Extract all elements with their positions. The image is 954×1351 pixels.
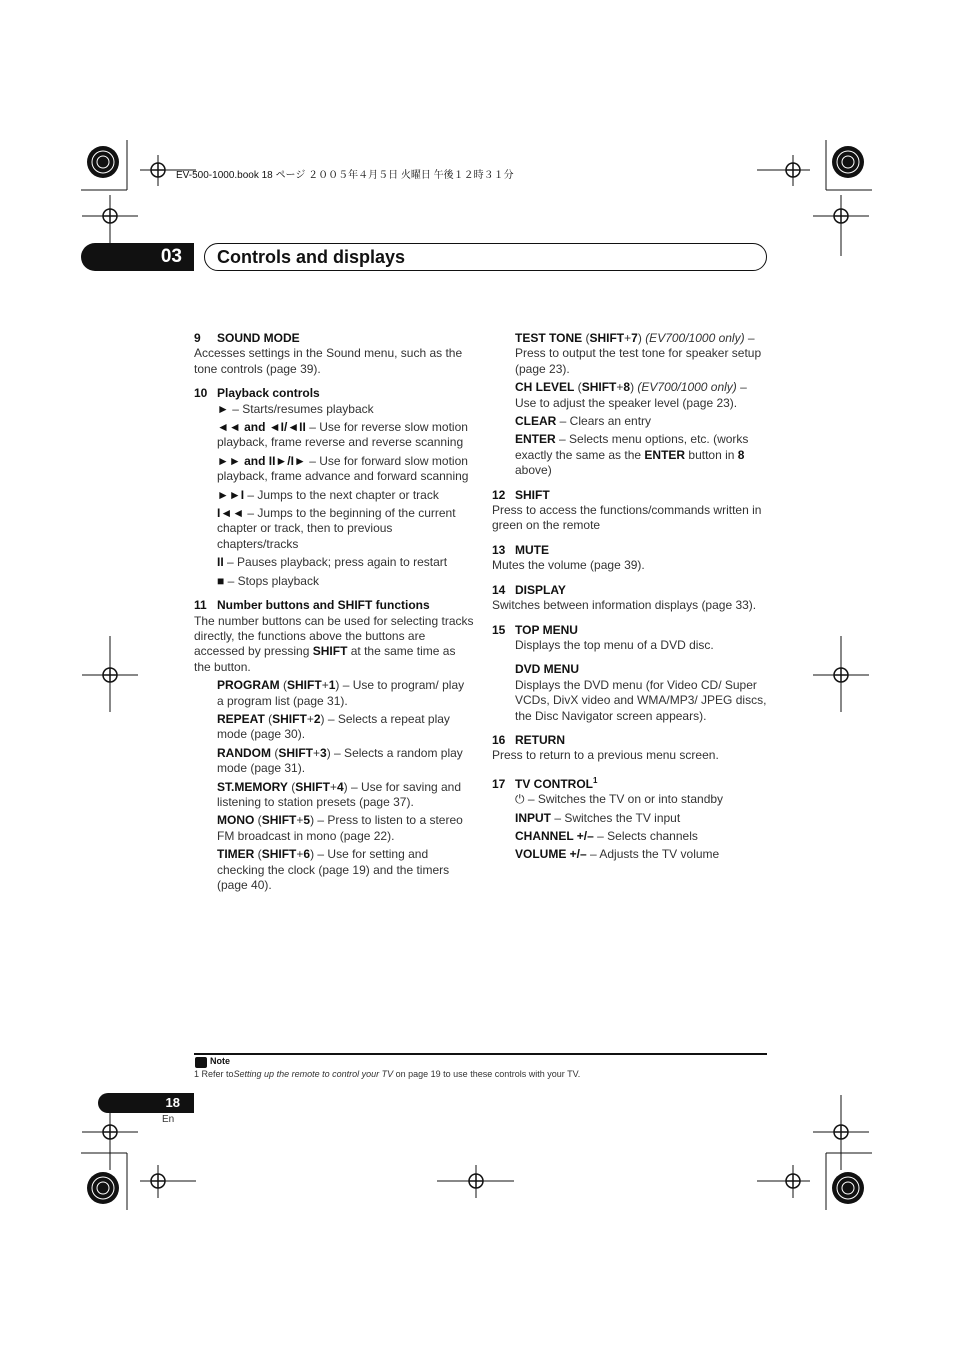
- section-17-heading: 17 TV CONTROL$^1$: [492, 775, 598, 791]
- tv-control-item: CHANNEL +/– – Selects channels: [515, 828, 698, 843]
- chapter-title: Controls and displays: [204, 243, 767, 271]
- playback-item: I◄◄ – Jumps to the beginning of the current chapter or track, then to previous chapters/tracks: [217, 506, 456, 551]
- playback-item: ►► and II►/I► – Use for forward slow motion playback, frame advance and forward scanning: [217, 453, 469, 484]
- section-12-heading: 12 SHIFT: [492, 487, 550, 502]
- playback-item: ◄◄ and ◄I/◄II – Use for reverse slow motion playback, frame reverse and reverse scanning: [217, 420, 468, 450]
- ch-level-item: CH LEVEL (SHIFT+8) (EV700/1000 only) – Use to adjust the speaker level (page 23).: [515, 380, 747, 410]
- section-15-text: Displays the top menu of a DVD disc.: [515, 637, 714, 652]
- file-info: EV-500-1000.book 18 ページ ２００５年４月５日 火曜日 午後１２時３１分: [176, 170, 514, 181]
- section-9-heading: 9 SOUND MODE: [194, 331, 300, 345]
- tv-control-item: ⏻ – Switches the TV on or into standby: [515, 792, 724, 807]
- section-11-heading: 11 Number buttons and SHIFT functions: [194, 598, 430, 613]
- shift-function-item: ST.MEMORY (SHIFT+4) – Use for saving and listening to station presets (page 37).: [217, 779, 462, 809]
- power-icon: ⏻: [515, 792, 525, 807]
- section-14-heading: 14 DISPLAY: [492, 582, 566, 597]
- right-column: [492, 331, 770, 863]
- shift-function-item: PROGRAM (SHIFT+1) – Use to program/ play a program list (page 31).: [217, 678, 465, 708]
- playback-item: ■ – Stops playback: [217, 573, 319, 588]
- dvd-menu-text: Displays the DVD menu (for Video CD/ Super VCDs, DivX video and WMA/MP3/ JPEG discs, the Disc Navigator screen appears).: [515, 677, 767, 723]
- left-column: [194, 331, 474, 893]
- section-16-heading: 16 RETURN: [492, 732, 565, 747]
- shift-function-item: MONO (SHIFT+5) – Press to listen to a stereo FM broadcast in mono (page 22).: [217, 813, 463, 843]
- playback-item: ►►I – Jumps to the next chapter or track: [217, 487, 439, 502]
- section-16-text: Press to return to a previous menu screen.: [492, 748, 719, 763]
- test-tone-item: TEST TONE (SHIFT+7) (EV700/1000 only) – Press to output the test tone for speaker setup (page 23).: [515, 331, 762, 376]
- section-12-text: Press to access the functions/commands written in green on the remote: [492, 503, 762, 533]
- section-11-intro: The number buttons can be used for selecting tracks directly, the functions above the buttons are accessed by pressing SHIFT at the same time as the button.: [194, 613, 474, 674]
- note-divider: [194, 1053, 767, 1055]
- language-code: En: [162, 1114, 175, 1125]
- playback-item: ► – Starts/resumes playback: [217, 401, 374, 416]
- note-text: 1 Refer toSetting up the remote to control your TV on page 19 to use these controls with your TV.: [194, 1069, 581, 1079]
- section-15-heading: 15 TOP MENU: [492, 622, 578, 637]
- tv-control-item: VOLUME +/– – Adjusts the TV volume: [515, 847, 720, 862]
- note-icon: [195, 1057, 207, 1068]
- playback-item: II – Pauses playback; press again to restart: [217, 555, 448, 570]
- section-9-text: Accesses settings in the Sound menu, such as the tone controls (page 39).: [194, 346, 463, 376]
- tv-control-item: INPUT – Switches the TV input: [515, 810, 681, 825]
- section-10-heading: 10 Playback controls: [194, 386, 320, 401]
- section-13-heading: 13 MUTE: [492, 542, 549, 557]
- section-14-text: Switches between information displays (page 33).: [492, 598, 757, 613]
- enter-item: ENTER – Selects menu options, etc. (works exactly the same as the ENTER button in 8 above): [515, 432, 749, 478]
- note-label: Note: [210, 1056, 230, 1066]
- shift-function-item: RANDOM (SHIFT+3) – Selects a random play mode (page 31).: [217, 745, 463, 776]
- section-13-text: Mutes the volume (page 39).: [492, 558, 645, 573]
- chapter-number: 03: [81, 243, 194, 271]
- dvd-menu-heading: DVD MENU: [515, 662, 580, 677]
- shift-function-item: TIMER (SHIFT+6) – Use for setting and checking the clock (page 19) and the timers (page 40).: [217, 847, 450, 892]
- clear-item: CLEAR – Clears an entry: [515, 414, 652, 429]
- shift-function-item: REPEAT (SHIFT+2) – Selects a repeat play mode (page 30).: [217, 711, 450, 742]
- page-number: 18: [98, 1093, 194, 1113]
